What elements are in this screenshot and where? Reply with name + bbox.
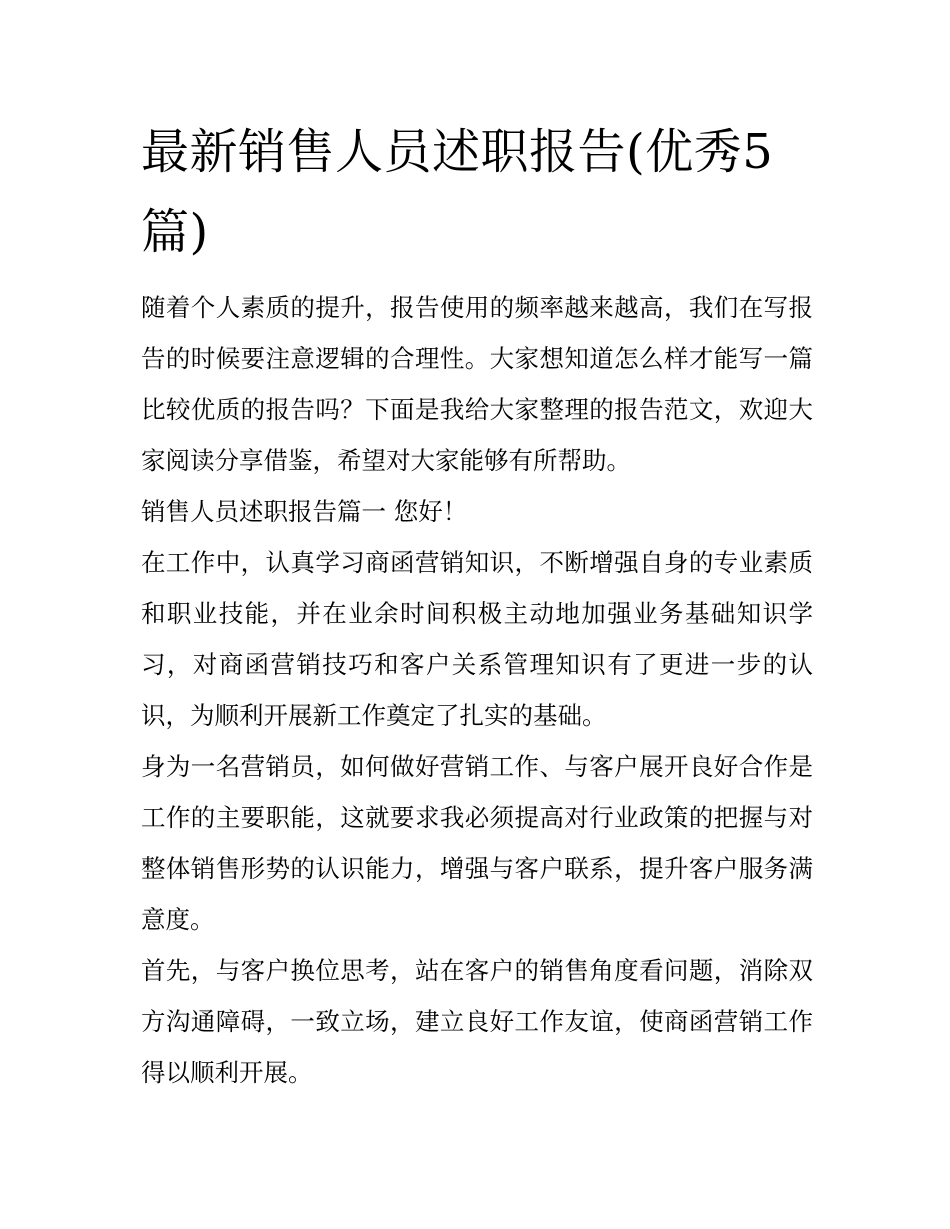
section-heading-paragraph: 销售人员述职报告篇一 您好！	[141, 497, 468, 526]
document-content	[141, 112, 813, 1098]
body-paragraph: 首先，与客户换位思考，站在客户的销售角度看问题，消除双方沟通障碍，一致立场，建立良好工作友谊，使商函营销工作得以顺利开展。	[141, 956, 813, 1087]
body-paragraph: 身为一名营销员，如何做好营销工作、与客户展开良好合作是工作的主要职能，这就要求我必须提高对行业政策的把握与对整体销售形势的认识能力，增强与客户联系，提升客户服务满意度。	[141, 752, 813, 934]
body-paragraph: 在工作中，认真学习商函营销知识，不断增强自身的专业素质和职业技能，并在业余时间积极主动地加强业务基础知识学习，对商函营销技巧和客户关系管理知识有了更进一步的认识，为顺利开展新工作奠定了扎实的基础。	[141, 548, 813, 730]
document-title: 最新销售人员述职报告(优秀5篇)	[141, 124, 774, 260]
document-body	[141, 282, 813, 1098]
intro-paragraph: 随着个人素质的提升，报告使用的频率越来越高，我们在写报告的时候要注意逻辑的合理性。大家想知道怎么样才能写一篇比较优质的报告吗？下面是我给大家整理的报告范文，欢迎大家阅读分享借鉴，希望对大家能够有所帮助。	[141, 293, 813, 475]
